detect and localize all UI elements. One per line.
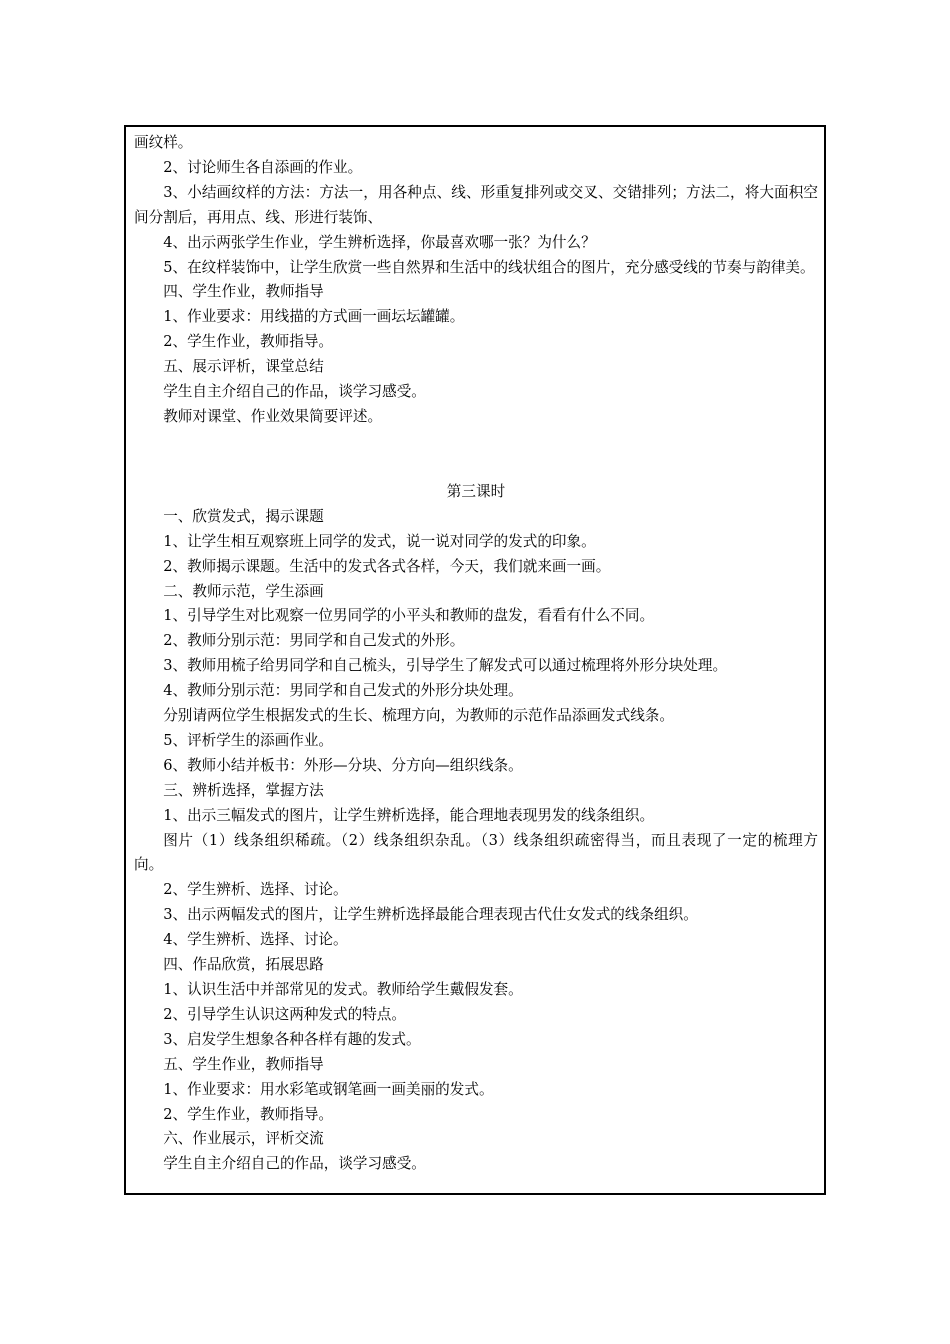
text-line: 5、评析学生的添画作业。 bbox=[163, 731, 334, 749]
section-heading: 四、作品欣赏，拓展思路 bbox=[163, 956, 324, 974]
section-heading: 四、学生作业，教师指导 bbox=[163, 283, 324, 301]
text-line: 1、认识生活中并部常见的发式。教师给学生戴假发套。 bbox=[163, 981, 523, 998]
text-line: 教师对课堂、作业效果简要评述。 bbox=[163, 407, 383, 425]
text-line: 2、引导学生认识这两种发式的特点。 bbox=[163, 1005, 406, 1023]
text-line: 1、作业要求：用水彩笔或钢笔画一画美丽的发式。 bbox=[163, 1080, 494, 1098]
text-line: 1、作业要求：用线描的方式画一画坛坛罐罐。 bbox=[163, 308, 465, 326]
text-line: 1、让学生相互观察班上同学的发式，说一说对同学的发式的印象。 bbox=[163, 532, 596, 550]
section-heading: 一、欣赏发式，揭示课题 bbox=[163, 507, 324, 525]
text-line: 3、启发学生想象各种各样有趣的发式。 bbox=[163, 1030, 421, 1048]
text-line: 2、学生作业，教师指导。 bbox=[163, 1105, 334, 1123]
text-line: 2、讨论师生各自添画的作业。 bbox=[163, 158, 363, 176]
text-line: 2、学生作业，教师指导。 bbox=[163, 333, 334, 351]
section-heading: 六、作业展示，评析交流 bbox=[163, 1130, 324, 1148]
text-line: 画纹样。 bbox=[134, 134, 193, 151]
section-heading: 三、辨析选择，掌握方法 bbox=[163, 781, 324, 799]
text-line: 2、教师分别示范：男同学和自己发式的外形。 bbox=[163, 632, 465, 650]
lesson-content bbox=[134, 131, 818, 1177]
text-line: 学生自主介绍自己的作品，谈学习感受。 bbox=[163, 1155, 426, 1173]
text-line: 6、教师小结并板书：外形—分块、分方向—组织线条。 bbox=[163, 756, 523, 774]
text-line: 学生自主介绍自己的作品，谈学习感受。 bbox=[163, 383, 426, 401]
text-line: 2、教师揭示课题。生活中的发式各式各样，今天，我们就来画一画。 bbox=[163, 557, 611, 575]
lesson-plan-table-cell bbox=[124, 125, 826, 1195]
text-line: 3、教师用梳子给男同学和自己梳头，引导学生了解发式可以通过梳理将外形分块处理。 bbox=[163, 657, 728, 675]
spacer bbox=[134, 430, 818, 480]
section-heading: 五、学生作业，教师指导 bbox=[163, 1055, 324, 1073]
text-line: 3、出示两幅发式的图片，让学生辨析选择最能合理表现古代仕女发式的线条组织。 bbox=[163, 906, 698, 924]
text-line: 2、学生辨析、选择、讨论。 bbox=[163, 881, 348, 899]
text-line: 4、教师分别示范：男同学和自己发式的外形分块处理。 bbox=[163, 682, 523, 700]
text-line: 分别请两位学生根据发式的生长、梳理方向，为教师的示范作品添画发式线条。 bbox=[163, 707, 674, 725]
text-paragraph: 3、小结画纹样的方法：方法一，用各种点、线、形重复排列或交叉、交错排列；方法二，将大面积空间分割后，再用点、线、形进行装饰、 bbox=[134, 183, 818, 226]
text-line: 1、出示三幅发式的图片，让学生辨析选择，能合理地表现男发的线条组织。 bbox=[163, 806, 655, 824]
text-paragraph: 5、在纹样装饰中，让学生欣赏一些自然界和生活中的线状组合的图片，充分感受线的节奏与韵律美。 bbox=[163, 258, 815, 276]
text-line: 4、学生辨析、选择、讨论。 bbox=[163, 931, 348, 949]
section-heading: 二、教师示范，学生添画 bbox=[163, 582, 324, 600]
text-paragraph: 图片（1）线条组织稀疏。（2）线条组织杂乱。（3）线条组织疏密得当，而且表现了一定的梳理方向。 bbox=[134, 831, 818, 874]
text-line: 1、引导学生对比观察一位男同学的小平头和教师的盘发，看看有什么不同。 bbox=[163, 607, 655, 625]
text-line: 4、出示两张学生作业，学生辨析选择，你最喜欢哪一张？为什么？ bbox=[163, 233, 596, 251]
section-heading: 五、展示评析，课堂总结 bbox=[163, 358, 324, 376]
lesson-title: 第三课时 bbox=[446, 482, 506, 500]
